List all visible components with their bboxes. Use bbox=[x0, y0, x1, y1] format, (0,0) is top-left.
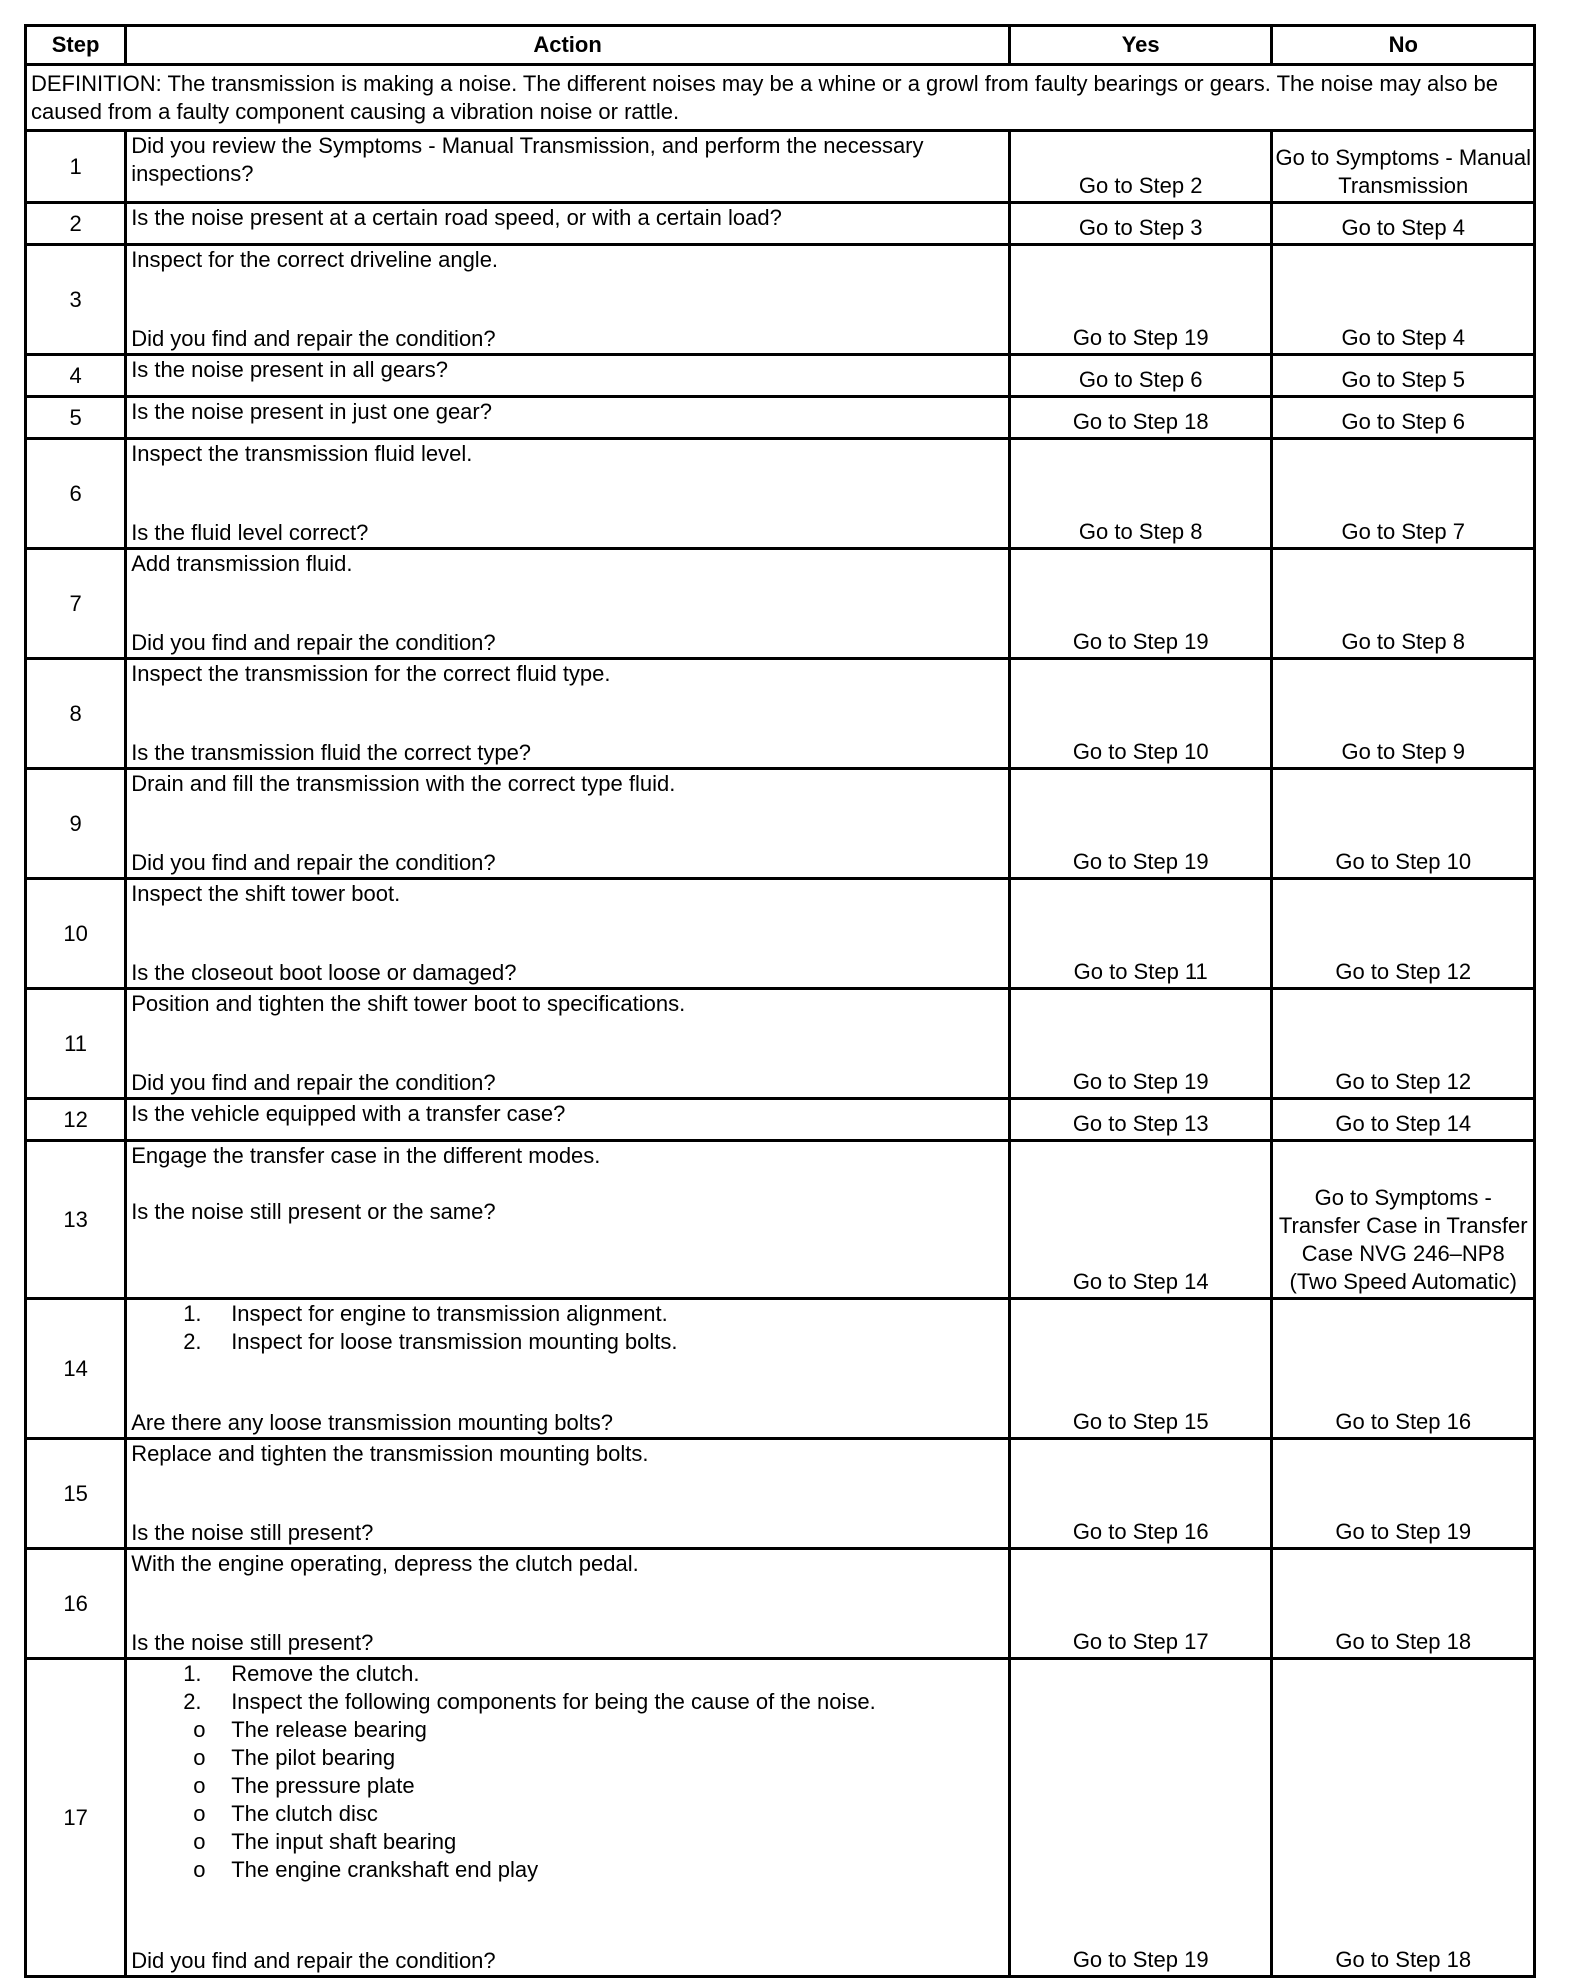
list-item bbox=[171, 1688, 1004, 1716]
yes-result: Go to Step 10 bbox=[1009, 659, 1272, 769]
no-result: Go to Step 8 bbox=[1272, 549, 1535, 659]
no-result: Go to Step 14 bbox=[1272, 1099, 1535, 1141]
yes-result: Go to Step 15 bbox=[1009, 1299, 1272, 1439]
header-step: Step bbox=[26, 26, 126, 65]
table-row bbox=[26, 355, 1535, 397]
table-row bbox=[26, 439, 1535, 549]
action-cell bbox=[126, 1141, 1010, 1299]
component-text: The release bearing bbox=[231, 1717, 427, 1742]
component-text: The pressure plate bbox=[231, 1773, 415, 1798]
no-result: Go to Step 5 bbox=[1272, 355, 1535, 397]
action-question: Is the noise still present? bbox=[131, 1520, 374, 1545]
table-row bbox=[26, 659, 1535, 769]
no-result: Go to Step 7 bbox=[1272, 439, 1535, 549]
action-question: Is the vehicle equipped with a transfer case? bbox=[126, 1099, 1010, 1141]
yes-result: Go to Step 13 bbox=[1009, 1099, 1272, 1141]
action-question: Is the noise still present or the same? bbox=[131, 1199, 496, 1224]
no-result: Go to Step 10 bbox=[1272, 769, 1535, 879]
yes-result: Go to Step 3 bbox=[1009, 203, 1272, 245]
bullet-icon: o bbox=[193, 1773, 206, 1798]
table-row bbox=[26, 397, 1535, 439]
table-row bbox=[26, 989, 1535, 1099]
step-number: 6 bbox=[26, 439, 126, 549]
yes-result: Go to Step 8 bbox=[1009, 439, 1272, 549]
table-row bbox=[26, 1439, 1535, 1549]
bullet-icon: o bbox=[193, 1717, 206, 1742]
action-question: Did you review the Symptoms - Manual Transmission, and perform the necessary inspections? bbox=[126, 131, 1010, 203]
action-question: Is the noise present at a certain road speed, or with a certain load? bbox=[126, 203, 1010, 245]
action-instruction: Inspect the shift tower boot. bbox=[131, 881, 401, 906]
action-question: Did you find and repair the condition? bbox=[131, 1948, 496, 1973]
action-question: Is the transmission fluid the correct type? bbox=[131, 740, 532, 765]
yes-result: Go to Step 16 bbox=[1009, 1439, 1272, 1549]
step-number: 9 bbox=[26, 769, 126, 879]
action-cell bbox=[126, 769, 1010, 879]
step-number: 3 bbox=[26, 245, 126, 355]
table-row bbox=[26, 203, 1535, 245]
no-result: Go to Step 18 bbox=[1272, 1549, 1535, 1659]
action-cell bbox=[126, 879, 1010, 989]
action-cell bbox=[126, 439, 1010, 549]
step-number: 8 bbox=[26, 659, 126, 769]
yes-result: Go to Step 19 bbox=[1009, 245, 1272, 355]
bullet-icon: o bbox=[193, 1829, 206, 1854]
yes-result: Go to Step 17 bbox=[1009, 1549, 1272, 1659]
no-result: Go to Step 19 bbox=[1272, 1439, 1535, 1549]
action-question: Did you find and repair the condition? bbox=[131, 1070, 496, 1095]
action-cell bbox=[126, 549, 1010, 659]
table-row bbox=[26, 879, 1535, 989]
table-row bbox=[26, 131, 1535, 203]
action-instruction: Position and tighten the shift tower boot to specifications. bbox=[131, 991, 686, 1016]
yes-result: Go to Step 18 bbox=[1009, 397, 1272, 439]
yes-result: Go to Step 19 bbox=[1009, 549, 1272, 659]
action-cell bbox=[126, 1549, 1010, 1659]
table-row bbox=[26, 1141, 1535, 1299]
action-list bbox=[131, 1660, 1004, 1716]
no-result: Go to Step 4 bbox=[1272, 203, 1535, 245]
diagnostic-table-page bbox=[24, 24, 1536, 1978]
step-number: 16 bbox=[26, 1549, 126, 1659]
step-number: 11 bbox=[26, 989, 126, 1099]
action-question: Did you find and repair the condition? bbox=[131, 630, 496, 655]
step-number: 1 bbox=[26, 131, 126, 203]
action-cell bbox=[126, 1659, 1010, 1977]
yes-result: Go to Step 19 bbox=[1009, 1659, 1272, 1977]
no-result: Go to Step 9 bbox=[1272, 659, 1535, 769]
step-number: 12 bbox=[26, 1099, 126, 1141]
action-question: Is the fluid level correct? bbox=[131, 520, 369, 545]
step-number: 14 bbox=[26, 1299, 126, 1439]
no-result: Go to Step 12 bbox=[1272, 879, 1535, 989]
bullet-icon: o bbox=[193, 1801, 206, 1826]
list-item bbox=[171, 1660, 1004, 1688]
no-result: Go to Step 16 bbox=[1272, 1299, 1535, 1439]
yes-result: Go to Step 14 bbox=[1009, 1141, 1272, 1299]
list-number: 2. bbox=[183, 1329, 202, 1354]
diagnostic-table bbox=[24, 24, 1536, 1978]
list-number: 1. bbox=[183, 1301, 202, 1326]
action-instruction: Inspect for the correct driveline angle. bbox=[131, 247, 499, 272]
action-instruction: Drain and fill the transmission with the correct type fluid. bbox=[131, 771, 676, 796]
action-cell bbox=[126, 1439, 1010, 1549]
no-result: Go to Step 4 bbox=[1272, 245, 1535, 355]
action-cell bbox=[126, 659, 1010, 769]
component-item bbox=[131, 1716, 1004, 1744]
action-question: Is the noise present in all gears? bbox=[126, 355, 1010, 397]
action-question: Is the noise present in just one gear? bbox=[126, 397, 1010, 439]
table-row bbox=[26, 1099, 1535, 1141]
bullet-icon: o bbox=[193, 1745, 206, 1770]
step-number: 7 bbox=[26, 549, 126, 659]
list-item bbox=[171, 1328, 1004, 1356]
header-action: Action bbox=[126, 26, 1010, 65]
action-question: Did you find and repair the condition? bbox=[131, 326, 496, 351]
component-text: The input shaft bearing bbox=[231, 1829, 457, 1854]
definition-text: DEFINITION: The transmission is making a noise. The different noises may be a whine or a growl from faulty bearings or gears. The noise may also be caused from a faulty component causing a vibration noise or rattle. bbox=[26, 65, 1535, 131]
action-instruction: Inspect the transmission for the correct fluid type. bbox=[131, 661, 611, 686]
step-number: 10 bbox=[26, 879, 126, 989]
no-result: Go to Step 6 bbox=[1272, 397, 1535, 439]
step-number: 13 bbox=[26, 1141, 126, 1299]
table-row bbox=[26, 1299, 1535, 1439]
component-text: The pilot bearing bbox=[231, 1745, 396, 1770]
list-text: Inspect the following components for being the cause of the noise. bbox=[231, 1689, 876, 1714]
table-row bbox=[26, 769, 1535, 879]
no-result: Go to Step 18 bbox=[1272, 1659, 1535, 1977]
header-no: No bbox=[1272, 26, 1535, 65]
header-yes: Yes bbox=[1009, 26, 1272, 65]
component-item bbox=[131, 1800, 1004, 1828]
component-item bbox=[131, 1772, 1004, 1800]
yes-result: Go to Step 19 bbox=[1009, 989, 1272, 1099]
action-instruction: Inspect the transmission fluid level. bbox=[131, 441, 473, 466]
component-text: The clutch disc bbox=[231, 1801, 378, 1826]
component-item bbox=[131, 1744, 1004, 1772]
action-cell bbox=[126, 989, 1010, 1099]
list-number: 2. bbox=[183, 1689, 202, 1714]
table-row bbox=[26, 245, 1535, 355]
table-row bbox=[26, 549, 1535, 659]
step-number: 2 bbox=[26, 203, 126, 245]
component-text: The engine crankshaft end play bbox=[231, 1857, 539, 1882]
component-item bbox=[131, 1856, 1004, 1884]
action-cell bbox=[126, 245, 1010, 355]
yes-result: Go to Step 19 bbox=[1009, 769, 1272, 879]
action-instruction: Engage the transfer case in the different modes. bbox=[131, 1143, 601, 1168]
action-question: Is the closeout boot loose or damaged? bbox=[131, 960, 517, 985]
action-question: Is the noise still present? bbox=[131, 1630, 374, 1655]
action-cell bbox=[126, 1299, 1010, 1439]
no-result: Go to Step 12 bbox=[1272, 989, 1535, 1099]
step-number: 17 bbox=[26, 1659, 126, 1977]
action-list bbox=[131, 1300, 1004, 1356]
component-item bbox=[131, 1828, 1004, 1856]
definition-row bbox=[26, 65, 1535, 131]
table-row bbox=[26, 1659, 1535, 1977]
header-row bbox=[26, 26, 1535, 65]
step-number: 5 bbox=[26, 397, 126, 439]
yes-result: Go to Step 11 bbox=[1009, 879, 1272, 989]
yes-result: Go to Step 2 bbox=[1009, 131, 1272, 203]
action-instruction: Add transmission fluid. bbox=[131, 551, 353, 576]
action-instruction: Replace and tighten the transmission mounting bolts. bbox=[131, 1441, 649, 1466]
step-number: 15 bbox=[26, 1439, 126, 1549]
list-text: Inspect for loose transmission mounting bolts. bbox=[231, 1329, 678, 1354]
step-number: 4 bbox=[26, 355, 126, 397]
component-list bbox=[131, 1716, 1004, 1884]
list-text: Remove the clutch. bbox=[231, 1661, 420, 1686]
bullet-icon: o bbox=[193, 1857, 206, 1882]
action-question: Are there any loose transmission mounting bolts? bbox=[131, 1410, 613, 1435]
list-item bbox=[171, 1300, 1004, 1328]
action-question: Did you find and repair the condition? bbox=[131, 850, 496, 875]
yes-result: Go to Step 6 bbox=[1009, 355, 1272, 397]
table-row bbox=[26, 1549, 1535, 1659]
no-result: Go to Symptoms - Transfer Case in Transfer Case NVG 246–NP8 (Two Speed Automatic) bbox=[1272, 1141, 1535, 1299]
list-text: Inspect for engine to transmission alignment. bbox=[231, 1301, 668, 1326]
action-instruction: With the engine operating, depress the clutch pedal. bbox=[131, 1551, 639, 1576]
list-number: 1. bbox=[183, 1661, 202, 1686]
no-result: Go to Symptoms - Manual Transmission bbox=[1272, 131, 1535, 203]
